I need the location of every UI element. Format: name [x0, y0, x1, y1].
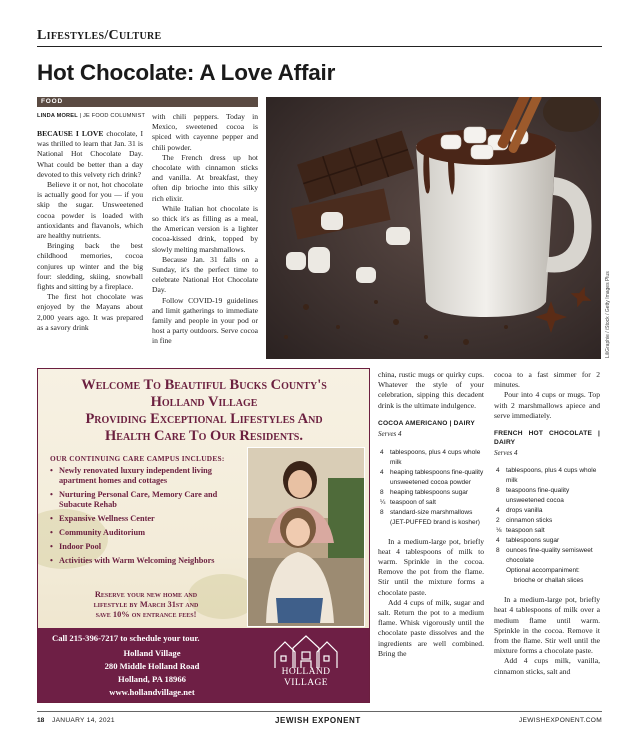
ingredient-item	[378, 498, 484, 508]
ad-logo-line: VILLAGE	[284, 678, 328, 688]
article-column-3	[378, 370, 484, 659]
category-bar	[37, 97, 258, 107]
paragraph: Bringing back the best childhood memories, cocoa conjures up winter and the big four: sledding, skiing, snowball fights and sitting by a fireplace.	[37, 241, 143, 292]
section-title: Lifestyles/Culture	[37, 28, 162, 43]
ingredient-text: heaping tablespoons sugar	[390, 488, 469, 496]
page-number: 18	[37, 717, 45, 724]
ingredient-qty: 8	[380, 488, 384, 496]
article-column-1	[37, 129, 143, 333]
ad-feature-item: • Activities with Warm Welcoming Neighbors	[50, 556, 245, 566]
ad-feature-item: • Community Auditorium	[50, 528, 245, 538]
ingredient-qty: 8	[496, 547, 500, 555]
ingredient-text: tablespoons, plus 4 cups whole milk	[506, 467, 597, 485]
ad-feature-item: • Indoor Pool	[50, 542, 245, 552]
ingredient-item	[378, 508, 484, 528]
ingredient-item	[494, 526, 600, 536]
paragraph: The French dress up hot chocolate with cinnamon sticks and vanilla. At breakfast, they often dip brioche into this silky rich elixir.	[152, 152, 258, 203]
ad-headline	[44, 377, 364, 445]
ad-feature-item: • Newly renovated luxury independent living apartment homes and cottages	[50, 466, 245, 486]
paragraph: Pour into 4 cups or mugs. Top with 2 marshmallows apiece and serve immediately.	[494, 390, 600, 420]
paragraph-text: chocolate, I was thrilled to learn that Jan. 31 is National Hot Chocolate Day. What could be better than a day devoted to this velvety rich drink?	[37, 129, 143, 179]
ingredient-text: teaspoon salt	[506, 527, 545, 535]
paragraph: with chili peppers. Today in Mexico, sweetened cocoa is spiced with cayenne pepper and chili powder.	[152, 112, 258, 152]
ad-headline-line: Providing Exceptional Lifestyles And	[85, 411, 323, 427]
paragraph: Add 4 cups milk, vanilla, cinnamon sticks, salt and	[494, 656, 600, 676]
ad-feature-item: • Expansive Wellness Center	[50, 514, 245, 524]
ad-address-line: 280 Middle Holland Road	[104, 661, 200, 671]
ingredient-qty: 4	[380, 468, 384, 476]
section-header	[37, 26, 602, 47]
ad-phone-cta[interactable]: Call 215-396-7217 to schedule your tour.	[52, 633, 200, 643]
ad-address-line: Holland, PA 18966	[118, 674, 186, 684]
author-name: LINDA MOREL	[37, 113, 78, 119]
publication-name: JEWISH EXPONENT	[275, 716, 361, 725]
mother-daughter-illustration	[248, 448, 365, 627]
article-headline: Hot Chocolate: A Love Affair	[37, 60, 336, 85]
photo-credit: LiliGraphie / iStock / Getty Images Plus	[605, 271, 611, 358]
hot-chocolate-illustration	[266, 97, 601, 359]
ad-offer	[46, 590, 246, 620]
ingredient-item	[378, 488, 484, 498]
ingredient-text: cinnamon sticks	[506, 517, 553, 525]
spacer	[494, 586, 600, 595]
ad-feature-list	[50, 466, 245, 570]
paragraph: Follow COVID-19 guidelines and limit gatherings to immediate family and people in your pod or host a party outdoors. Serve cocoa in fine	[152, 295, 258, 346]
publication-url[interactable]: JEWISHEXPONENT.COM	[518, 717, 602, 724]
ad-headline-line: Welcome To Beautiful Bucks County's	[81, 377, 327, 393]
paragraph: Believe it or not, hot chocolate is actually good for you — if you skip the sugar. Unsweetened cocoa powder is loaded with antioxidants and flavanols, which are healthy nutrients.	[37, 180, 143, 241]
ad-logo-line: HOLLAND	[281, 667, 331, 677]
ingredient-qty: ¼	[380, 498, 386, 506]
ingredient-text: drops vanilla	[506, 507, 543, 515]
ad-headline-line: Health Care To Our Residents.	[105, 428, 303, 444]
ingredient-qty: 4	[496, 507, 500, 515]
ingredient-text: ounces fine-quality semisweet chocolate	[506, 547, 593, 565]
ingredient-qty: 4	[496, 537, 500, 545]
paragraph: In a medium-large pot, briefly heat 4 tablespoons of milk to warm. Sprinkle in the cocoa. Remove the pot from the flame. Stir until the mixture forms a chocolate paste.	[378, 536, 484, 597]
page-footer	[37, 711, 602, 725]
ingredient-item	[494, 486, 600, 506]
paragraph: Add 4 cups of milk, sugar and salt. Return the pot to a medium flame. Whisk vigorously until the chocolate paste dissolves and the ingredients are well combined. Bring the	[378, 597, 484, 658]
ingredient-list	[378, 448, 484, 528]
paragraph: china, rustic mugs or quirky cups. Whatever the style of your celebration, sipping this decadent drink is the ultimate indulgence.	[378, 370, 484, 410]
ad-logo-text	[262, 667, 350, 689]
ingredient-qty: 2	[496, 517, 500, 525]
ingredient-text: teaspoons fine-quality unsweetened cocoa	[506, 487, 570, 505]
author-role: | JE FOOD COLUMNIST	[79, 113, 146, 119]
paragraph: The first hot chocolate was enjoyed by the Mayans about 2,000 years ago. It was prepared as a savory drink	[37, 292, 143, 332]
lead-in: BECAUSE I LOVE	[37, 129, 104, 138]
ad-offer-line: lifestyle by March 31st and	[93, 600, 199, 609]
paragraph: While Italian hot chocolate is so thick it's as filling as a meal, the American version is a lighter cocoa-kissed drink, topped by slowly melting marshmallows.	[152, 203, 258, 254]
ingredient-qty: 8	[380, 508, 384, 516]
recipe-serves: Serves 4	[494, 449, 518, 458]
ingredient-text: standard-size marshmallows (JET-PUFFED brand is kosher)	[390, 508, 480, 526]
ingredient-qty: 4	[496, 467, 500, 475]
ingredient-qty: 8	[496, 487, 500, 495]
byline	[37, 113, 145, 119]
ingredient-item	[494, 516, 600, 526]
ad-contact-bar	[38, 628, 369, 703]
recipe-serves: Serves 4	[378, 430, 402, 439]
ad-feature-item: • Nurturing Personal Care, Memory Care and Subacute Rehab	[50, 490, 245, 510]
article-column-4	[494, 370, 600, 677]
ad-includes-heading: OUR CONTINUING CARE CAMPUS INCLUDES:	[50, 454, 225, 463]
hot-chocolate-photo	[266, 97, 601, 359]
ingredient-qty: 4	[380, 448, 384, 456]
category-label: FOOD	[41, 98, 63, 105]
ingredient-text: teaspoon of salt	[390, 498, 436, 506]
ad-address-line: Holland Village	[123, 648, 181, 658]
issue-date: JANUARY 14, 2021	[52, 717, 115, 724]
spacer	[378, 528, 484, 537]
ingredient-text: heaping tablespoons fine-quality unsweetened cocoa powder	[390, 468, 484, 486]
paragraph	[37, 129, 143, 180]
holland-village-ad	[37, 368, 370, 703]
ingredient-item	[494, 536, 600, 546]
recipe-title: FRENCH HOT CHOCOLATE | DAIRY	[494, 430, 600, 446]
ingredient-text: tablespoons, plus 4 cups whole milk	[390, 448, 481, 466]
ad-address	[52, 647, 252, 699]
ingredient-qty: ⅛	[496, 527, 502, 535]
optional-label: Optional accompaniment:	[506, 567, 580, 575]
ad-website-link[interactable]: www.hollandvillage.net	[109, 687, 195, 697]
ingredient-item	[378, 448, 484, 468]
article-column-2	[152, 112, 258, 347]
ingredient-item	[494, 506, 600, 516]
ingredient-text: tablespoons sugar	[506, 537, 560, 545]
paragraph: Because Jan. 31 falls on a Sunday, it's the perfect time to celebrate National Hot Chocolate Day.	[152, 254, 258, 295]
paragraph: In a medium-large pot, briefly heat 4 tablespoons of milk over a medium flame until warm. Sprinkle in the cocoa. Remove it from the flame. Stir well until the mixture forms a chocolate paste.	[494, 595, 600, 656]
recipe-title: COCOA AMERICANO | DAIRY	[378, 419, 475, 427]
ingredient-item	[494, 546, 600, 566]
ingredient-list	[494, 466, 600, 566]
ad-headline-line: Holland Village	[150, 394, 258, 410]
ad-offer-line: Reserve your new home and	[94, 590, 198, 599]
ingredient-item	[494, 466, 600, 486]
paragraph: cocoa to a fast simmer for 2 minutes.	[494, 370, 600, 390]
ad-offer-line: save 10% on entrance fees!	[95, 610, 197, 619]
ad-family-photo	[247, 447, 365, 627]
ingredient-item	[378, 468, 484, 488]
optional-items: brioche or challah slices	[514, 577, 584, 585]
